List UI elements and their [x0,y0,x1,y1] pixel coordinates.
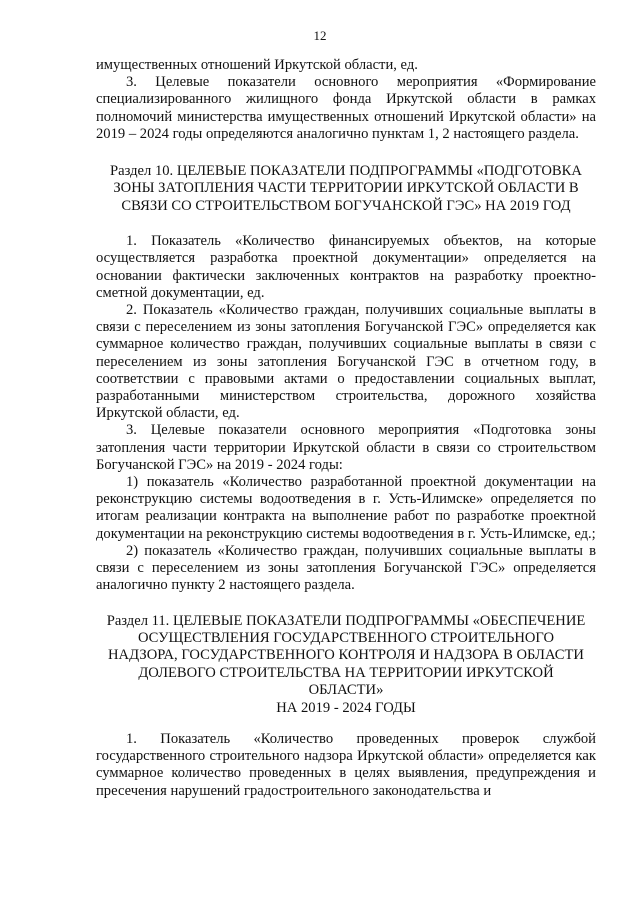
section-10-heading-line: ЗОНЫ ЗАТОПЛЕНИЯ ЧАСТИ ТЕРРИТОРИИ ИРКУТСКОЙ ОБЛАСТИ В [113,180,579,197]
spacer [96,215,596,233]
intro-continuation: имущественных отношений Иркутской области, ед. [96,57,418,73]
spacer [96,717,596,731]
section-10-subitem-1: 1) показатель «Количество разработанной проектной документации на реконструкцию системы водоотведения в г. Усть-Илимске» определяется по итогам реализации контракта на выполнение работ по разработке проектной документации на реконструкцию системы водоотведения в г. Усть-Илимске, ед.; [96,474,596,542]
section-10-paragraph-1: 1. Показатель «Количество финансируемых объектов, на которые осуществляется разработка проектной документации» определяется на основании фактически заключенных контрактов на разработку проектно-сметной документации, ед. [96,233,596,301]
section-11-heading-years: НА 2019 - 2024 ГОДЫ [276,699,416,716]
section-10-heading [96,163,596,215]
section-10-heading-line: Раздел 10. ЦЕЛЕВЫЕ ПОКАЗАТЕЛИ ПОДПРОГРАММЫ «ПОДГОТОВКА [110,163,582,180]
section-11-paragraph-1: 1. Показатель «Количество проведенных проверок службой государственного строительного надзора Иркутской области» определяется как суммарное количество проведенных в целях выявления, предупреждения и пресечения нарушений градостроительного законодательства и [96,730,596,799]
section-11-heading [96,613,596,717]
section-11-heading-line: Раздел 11. ЦЕЛЕВЫЕ ПОКАЗАТЕЛИ ПОДПРОГРАММЫ «ОБЕСПЕЧЕНИЕ [106,612,586,629]
page-number: 12 [313,28,327,43]
section-11-heading-line: ДОЛЕВОГО СТРОИТЕЛЬСТВА НА ТЕРРИТОРИИ ИРКУТСКОЙ [138,664,554,681]
section-11-heading-line: ОБЛАСТИ» [308,682,384,699]
document-body [96,57,596,800]
section-10-subitem-2: 2) показатель «Количество граждан, получивших социальные выплаты в связи с переселением из зоны затопления Богучанской ГЭС» определяется аналогично пункту 2 настоящего раздела. [96,542,596,594]
section-11-heading-line: НАДЗОРА, ГОСУДАРСТВЕННОГО КОНТРОЛЯ И НАДЗОРА В ОБЛАСТИ [108,647,584,664]
section-10-paragraph-2: 2. Показатель «Количество граждан, получивших социальные выплаты в связи с переселением из зоны затопления Богучанской ГЭС» определяется как суммарное количество граждан, получивших социальные выплаты в связи с переселением из зоны затопления Богучанской ГЭС в отчетном году, в соответствии с правовыми актами о предоставлении социальных выплат, разработанными министерством строительства, дорожного хозяйства Иркутской области, ед. [96,302,596,422]
section-10-heading-line: СВЯЗИ СО СТРОИТЕЛЬСТВОМ БОГУЧАНСКОЙ ГЭС» НА 2019 ГОД [121,197,571,214]
section-10-paragraph-3: 3. Целевые показатели основного мероприятия «Подготовка зоны затопления части территории Иркутской области в связи со строительством Богучанской ГЭС» на 2019 - 2024 годы: [96,422,596,473]
intro-paragraph-3: 3. Целевые показатели основного мероприятия «Формирование специализированного жилищного фонда Иркутской области в рамках полномочий министерства имущественных отношений Иркутской области» на 2019 – 2024 годы определяются аналогично пунктам 1, 2 настоящего раздела. [96,74,596,142]
section-11-heading-line: ОСУЩЕСТВЛЕНИЯ ГОСУДАРСТВЕННОГО СТРОИТЕЛЬНОГО [137,629,555,646]
